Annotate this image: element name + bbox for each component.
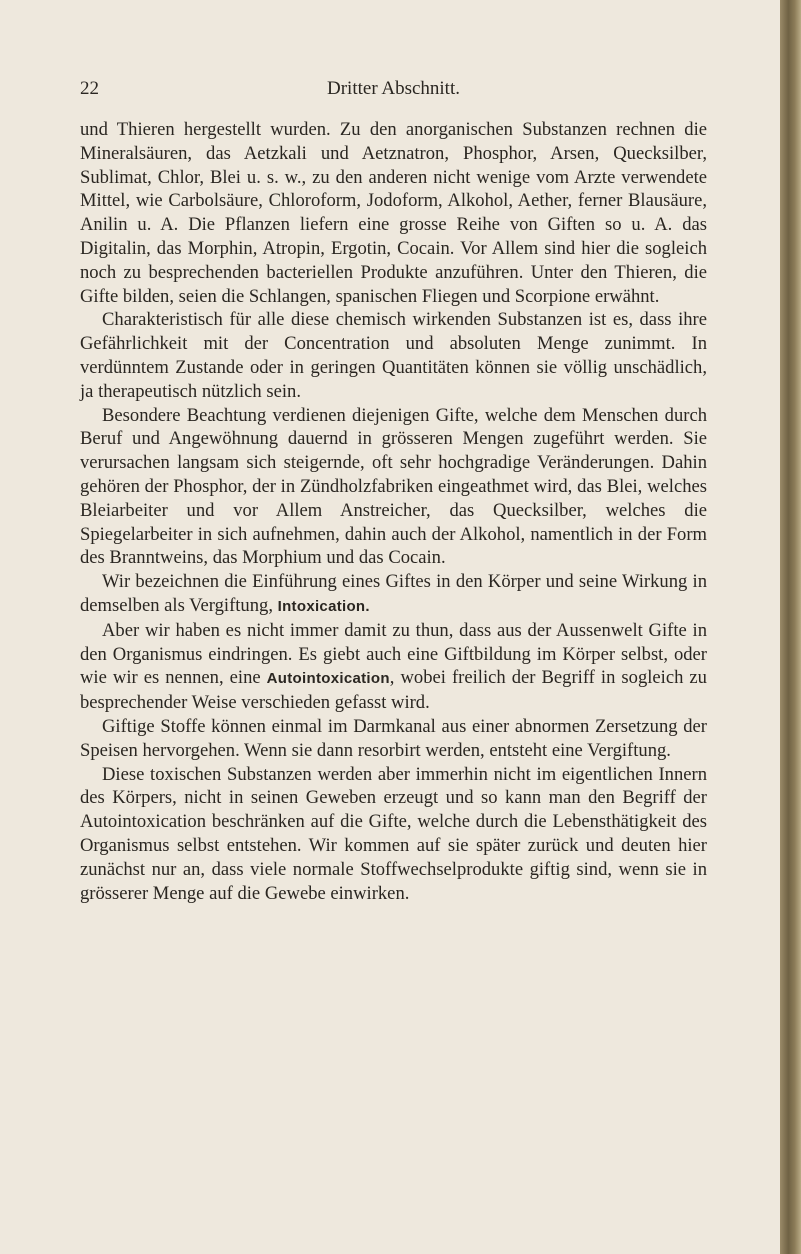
running-head: Dritter Abschnitt. (327, 78, 460, 99)
paragraph (80, 308, 707, 403)
paragraph (80, 118, 707, 308)
text-run: Besondere Beachtung verdienen diejenigen Gifte, welche dem Menschen durch Beruf und Angewöhnung dauernd in grösseren Mengen zugeführt werden. Sie verursachen langsam sich steigernde, oft sehr hochgradige Veränderungen. Dahin gehören der Phosphor, der in Zündholzfabriken eingeathmet wird, das Blei, welches Bleiarbeiter und vor Allem Anstreicher, das Quecksilber, welches die Spiegelarbeiter in sich aufnehmen, dahin auch der Alkohol, namentlich in der Form des Branntweins, das Morphium und das Cocain. (80, 404, 707, 569)
text-run: Charakteristisch für alle diese chemisch wirkenden Substanzen ist es, dass ihre Gefährlichkeit mit der Concentration und absoluten Menge zunimmt. In verdünntem Zustande oder in geringen Quantitäten können sie völlig unschädlich, ja therapeutisch nützlich sein. (80, 309, 707, 402)
text-run: Wir bezeichnen die Einführung eines Giftes in den Körper und seine Wirkung in demselben als Vergiftung, (80, 571, 707, 616)
text-run: , wobei freilich der Begriff in sogleich zu besprechender Weise verschieden gefasst wird. (80, 667, 707, 714)
text-run: und Thieren hergestellt wurden. Zu den anorganischen Substanzen rechnen die Mineralsäuren, das Aetzkali und Aetznatron, Phosphor, Arsen, Quecksilber, Sublimat, Chlor, Blei u. s. w., zu den anderen nicht wenige vom Arzte verwendete Mittel, wie Carbolsäure, Chloroform, Jodoform, Alkohol, Aether, ferner Blausäure, Anilin u. A. Die Pflanzen liefern eine grosse Reihe von Giften so u. A. das Digitalin, das Morphin, Atropin, Ergotin, Cocain. Vor Allem sind hier die sogleich noch zu besprechenden bacteriellen Produkte anzuführen. Unter den Thieren, die Gifte bilden, seien die Schlangen, spanischen Fliegen und Scorpione erwähnt. (80, 119, 707, 307)
term-highlight: Autointoxication (266, 670, 390, 688)
page-edge (780, 0, 801, 1254)
paragraph (80, 763, 707, 906)
paragraph (80, 570, 707, 619)
page-header (80, 78, 707, 104)
paragraph (80, 619, 707, 715)
paragraph (80, 404, 707, 571)
term-highlight: Intoxication. (277, 597, 370, 615)
text-run: Diese toxischen Substanzen werden aber immerhin nicht im eigentlichen Innern des Körpers, nicht in seinen Geweben erzeugt und so kann man den Begriff der Autointoxication beschränken auf die Gifte, welche durch die Lebensthätigkeit des Organismus selbst entstehen. Wir kommen auf sie später zurück und deuten hier zunächst nur an, dass viele normale Stoffwechselprodukte giftig sind, wenn sie in grösserer Menge auf die Gewebe einwirken. (80, 763, 707, 904)
body-text (80, 118, 707, 905)
text-run: Giftige Stoffe können einmal im Darmkanal aus einer abnormen Zersetzung der Speisen hervorgehen. Wenn sie dann resorbirt werden, entsteht eine Vergiftung. (80, 715, 707, 761)
page-number: 22 (80, 78, 99, 99)
paragraph (80, 715, 707, 763)
text-run: Aber wir haben es nicht immer damit zu thun, dass aus der Aussenwelt Gifte in den Organismus eindringen. Es giebt auch eine Giftbildung im Körper selbst, oder wie wir es nennen, eine (80, 619, 707, 689)
